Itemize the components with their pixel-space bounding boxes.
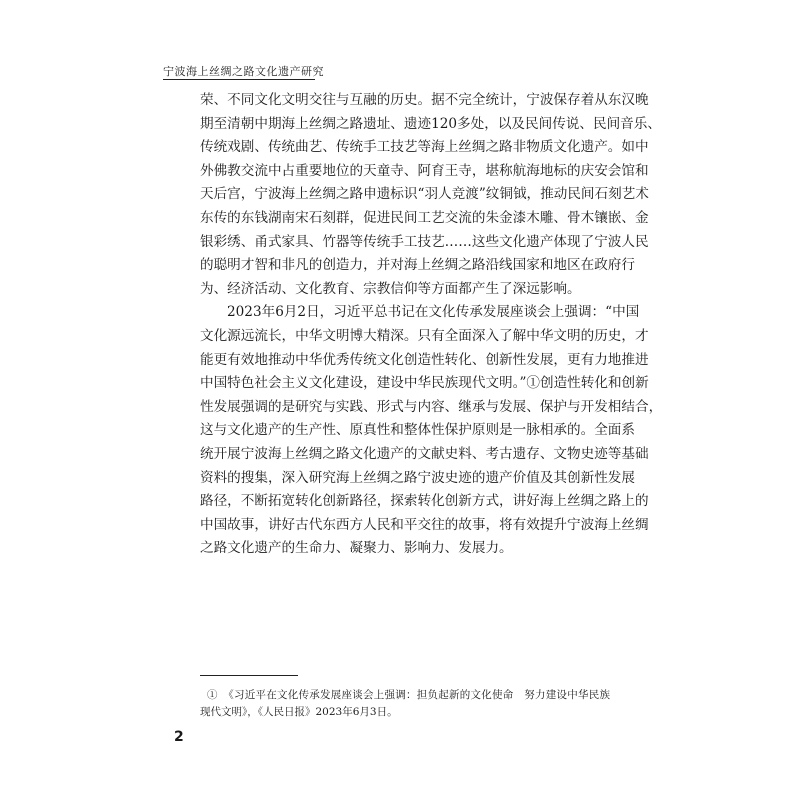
text-line: 中国特色社会主义文化建设，建设中华民族现代文明。”①创造性转化和创新 — [200, 375, 649, 392]
text-line: 之路文化遗产的生命力、凝聚力、影响力、发展力。 — [200, 540, 513, 557]
text-line: 荣、不同文化文明交往与互融的历史。据不完全统计，宁波保存着从东汉晚 — [200, 92, 649, 108]
text-line: 东传的东钱湖南宋石刻群，促进民间工艺交流的朱金漆木雕、骨木镶嵌、金 — [200, 209, 649, 226]
text-line: 资料的搜集，深入研究海上丝绸之路宁波史迹的遗产价值及其创新性发展 — [200, 469, 635, 486]
body-text — [200, 89, 663, 561]
text-line: 中国故事，讲好古代东西方人民和平交往的故事，将有效提升宁波海上丝绸 — [200, 516, 649, 533]
text-line: 性发展强调的是研究与实践、形式与内容、继承与发展、保护与开发相结合， — [200, 398, 663, 415]
running-head: 宁波海上丝绸之路文化遗产研究 — [163, 65, 324, 78]
footnote-line: 现代文明》，《人民日报》2023年6月3日。 — [200, 706, 398, 718]
page-number: 2 — [174, 729, 184, 745]
text-line: 这与文化遗产的生产性、原真性和整体性保护原则是一脉相承的。全面系 — [200, 422, 635, 439]
text-line: 外佛教交流中占重要地位的天童寺、阿育王寺，堪称航海地标的庆安会馆和 — [200, 162, 649, 179]
text-line: 统开展宁波海上丝绸之路文化遗产的文献史料、考古遗存、文物史迹等基础 — [200, 445, 649, 462]
text-line: 期至清朝中期海上丝绸之路遗址、遗迹120多处，以及民间传说、民间音乐、 — [200, 115, 661, 132]
text-line: 天后宫，宁波海上丝绸之路申遗标识“羽人竞渡”纹铜钺，推动民间石刻艺术 — [200, 186, 649, 203]
footnote — [200, 687, 610, 721]
text-line: 为、经济活动、文化教育、宗教信仰等方面都产生了深远影响。 — [200, 280, 581, 297]
footnote-rule — [200, 675, 298, 676]
running-head-rule — [163, 79, 315, 80]
text-line: 2023年6月2日，习近平总书记在文化传承发展座谈会上强调：“中国 — [227, 304, 640, 321]
text-line: 能更有效地推动中华优秀传统文化创造性转化、创新性发展，更有力地推进 — [200, 351, 649, 368]
text-line: 的聪明才智和非凡的创造力，并对海上丝绸之路沿线国家和地区在政府行 — [200, 257, 635, 274]
text-line: 文化源远流长，中华文明博大精深。只有全面深入了解中华文明的历史，才 — [200, 327, 649, 344]
text-line: 银彩绣、甬式家具、竹器等传统手工技艺……这些文化遗产体现了宁波人民 — [200, 233, 649, 250]
footnote-line: ① 《习近平在文化传承发展座谈会上强调：担负起新的文化使命 努力建设中华民族 — [207, 689, 610, 701]
text-line: 传统戏剧、传统曲艺、传统手工技艺等海上丝绸之路非物质文化遗产。如中 — [200, 139, 649, 156]
text-line: 路径，不断拓宽转化创新路径，探索转化创新方式，讲好海上丝绸之路上的 — [200, 493, 649, 510]
